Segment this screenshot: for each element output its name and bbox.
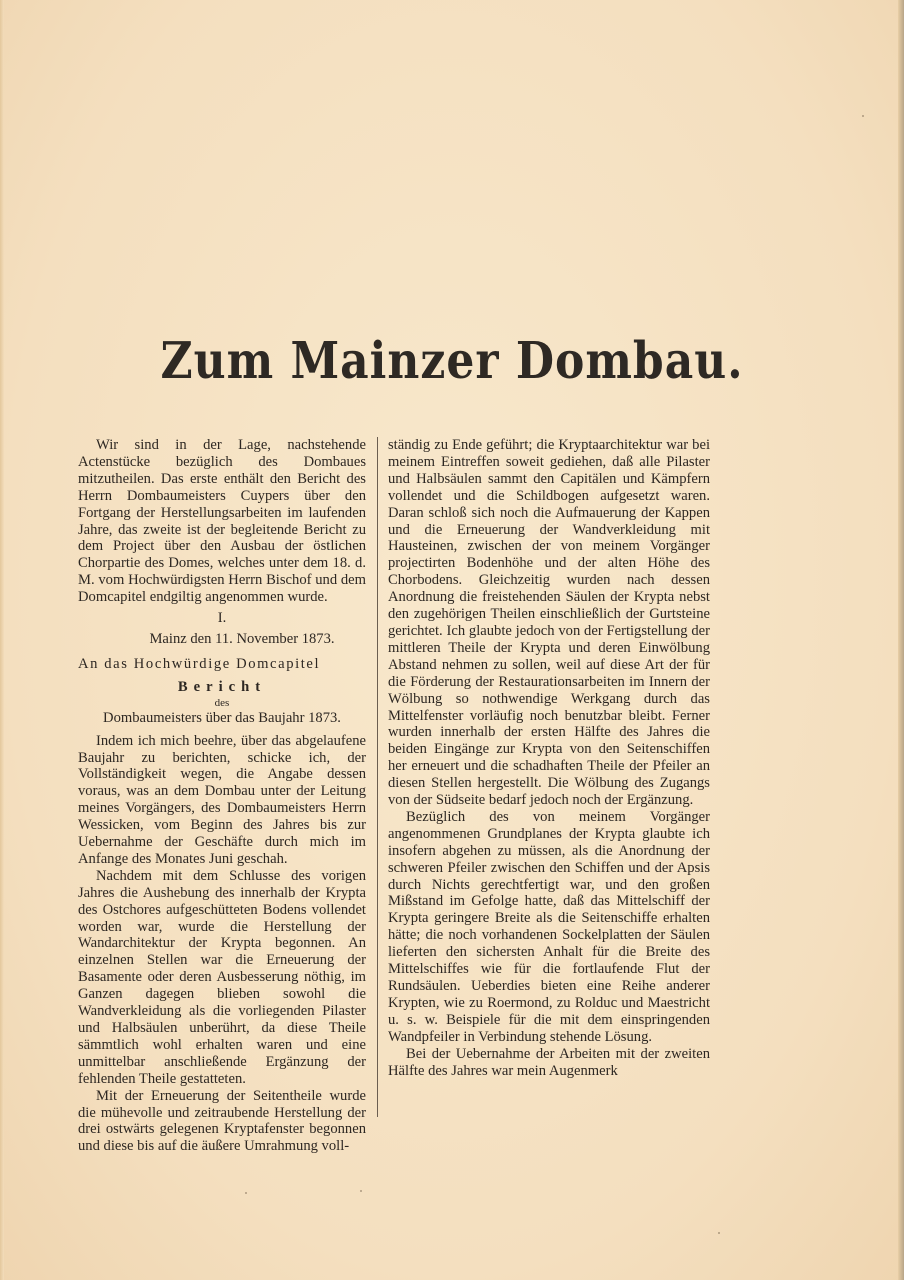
body-paragraph: Nachdem mit dem Schlusse des vorigen Jahres die Aushebung des innerhalb der Krypta des Ostchores aufgeschütteten Bodens vollendet worden war, wurde die Herstellung der Wandarchitektur der Krypta begonnen. An einzelnen Stellen war die Erneuerung der Basamente oder deren Ausbesserung nöthig, im Ganzen dagegen blieben sowohl die Wandverkleidung als die vorliegenden Pilaster und Halbsäulen unberührt, da diese Theile sämmtlich wohl erhalten waren und eine unmittelbar anschließende Ergänzung der fehlenden Theile gestatteten. — [78, 867, 366, 1087]
paper-speck — [245, 1192, 247, 1194]
column-divider — [377, 437, 378, 1117]
report-title-des: des — [214, 696, 230, 709]
paper-speck — [360, 1190, 362, 1192]
body-paragraph: ständig zu Ende geführt; die Kryptaarchitektur war bei meinem Eintreffen soweit gediehen, daß alle Pilaster und Halbsäulen sammt den Capitälen und Kämpfern vollendet und die Schildbogen aufgesetzt waren. Daran schloß sich noch die Aufmauerung der Kappen und die Erneuerung der Wandverkleidung mit Hausteinen, zwischen der von meinem Vorgänger projectirten Bodenhöhe und der alten Höhe des Chorbodens. Gleichzeitig wurden nach dessen Anordnung die freistehenden Säulen der Krypta nebst den zugehörigen Theilen einschließlich der Gurtsteine gerichtet. Ich glaubte jedoch von der Fertigstellung der mittleren Theile der Krypta und deren Einwölbung Abstand nehmen zu sollen, weil auf diese Art der für die Förderung der Restaurationsarbeiten im Innern der Wölbung so nothwendige Werkgang durch das Mittelfenster vorläufig noch benutzbar bleibt. Ferner wurden innerhalb der ersten Hälfte des Jahres die beiden Eingänge zur Krypta von den Seitenschiffen her erneuert und die schadhaften Theile der Pfeiler an diesen Stellen hergestellt. Die Wölbung des Zugangs von der Südseite bedarf jedoch noch der Ergänzung. — [388, 437, 710, 809]
right-column — [388, 437, 710, 1079]
page-title: Zum Mainzer Dombau. — [160, 332, 744, 391]
body-paragraph: Bei der Uebernahme der Arbeiten mit der zweiten Hälfte des Jahres war mein Augenmerk — [388, 1045, 710, 1079]
page-edge-right — [898, 0, 904, 1280]
body-paragraph: Mit der Erneuerung der Seitentheile wurde die mühevolle und zeitraubende Herstellung der drei ostwärts gelegenen Kryptafenster begonnen und diese bis auf die äußere Umrahmung voll- — [78, 1087, 366, 1155]
report-title: Bericht — [177, 678, 267, 695]
paper-speck — [718, 1232, 720, 1234]
section-number: I. — [217, 610, 227, 627]
paper-speck — [862, 115, 864, 117]
left-column — [78, 437, 366, 1155]
page-edge-left — [0, 0, 4, 1280]
body-paragraph: Indem ich mich beehre, über das abgelaufene Baujahr zu berichten, schicke ich, der Vollständigkeit wegen, die Angabe dessen voraus, was an dem Dombau unter der Leitung meines Vorgängers, des Dombaumeisters Herrn Wessicken, vom Beginn des Jahres bis zur Uebernahme der Geschäfte durch mich im Anfange des Monates Juni geschah. — [78, 732, 366, 867]
addressee: An das Hochwürdige Domcapitel — [78, 655, 321, 672]
body-paragraph: Bezüglich des von meinem Vorgänger angenommenen Grundplanes der Krypta glaubte ich insofern abgehen zu müssen, als die Anordnung der schweren Pfeiler zwischen den Schiffen und der Apsis durch Nichts gerechtfertigt war, und den großen Mißstand im Gefolge hatte, daß das Mittelschiff der Krypta geringere Breite als die Seitenschiffe erhalten hätte; die noch vorhandenen Sockelplatten der Säulen lieferten den sichersten Anhalt für die Breite des Mittelschiffes wie für die fortlaufende Flut der Rundsäulen. Ueberdies bieten eine Reihe anderer Krypten, wie zu Roermond, zu Rolduc und Maestricht u. s. w. Beispiele für die mit dem einspringenden Wandpfeiler in Verbindung stehende Lösung. — [388, 808, 710, 1045]
intro-paragraph: Wir sind in der Lage, nachstehende Actenstücke bezüglich des Dombaues mitzutheilen. Das erste enthält den Bericht des Herrn Dombaumeisters Cuypers über den Fortgang der Herstellungsarbeiten im laufenden Jahre, das zweite ist der begleitende Bericht zu dem Project über den Ausbau der östlichen Chorpartie des Domes, welches unter dem 18. d. M. vom Hochwürdigsten Herrn Bischof und dem Domcapitel endgiltig angenommen wurde. — [78, 437, 366, 606]
report-subtitle: Dombaumeisters über das Baujahr 1873. — [103, 709, 341, 726]
place-date: Mainz den 11. November 1873. — [149, 630, 335, 647]
